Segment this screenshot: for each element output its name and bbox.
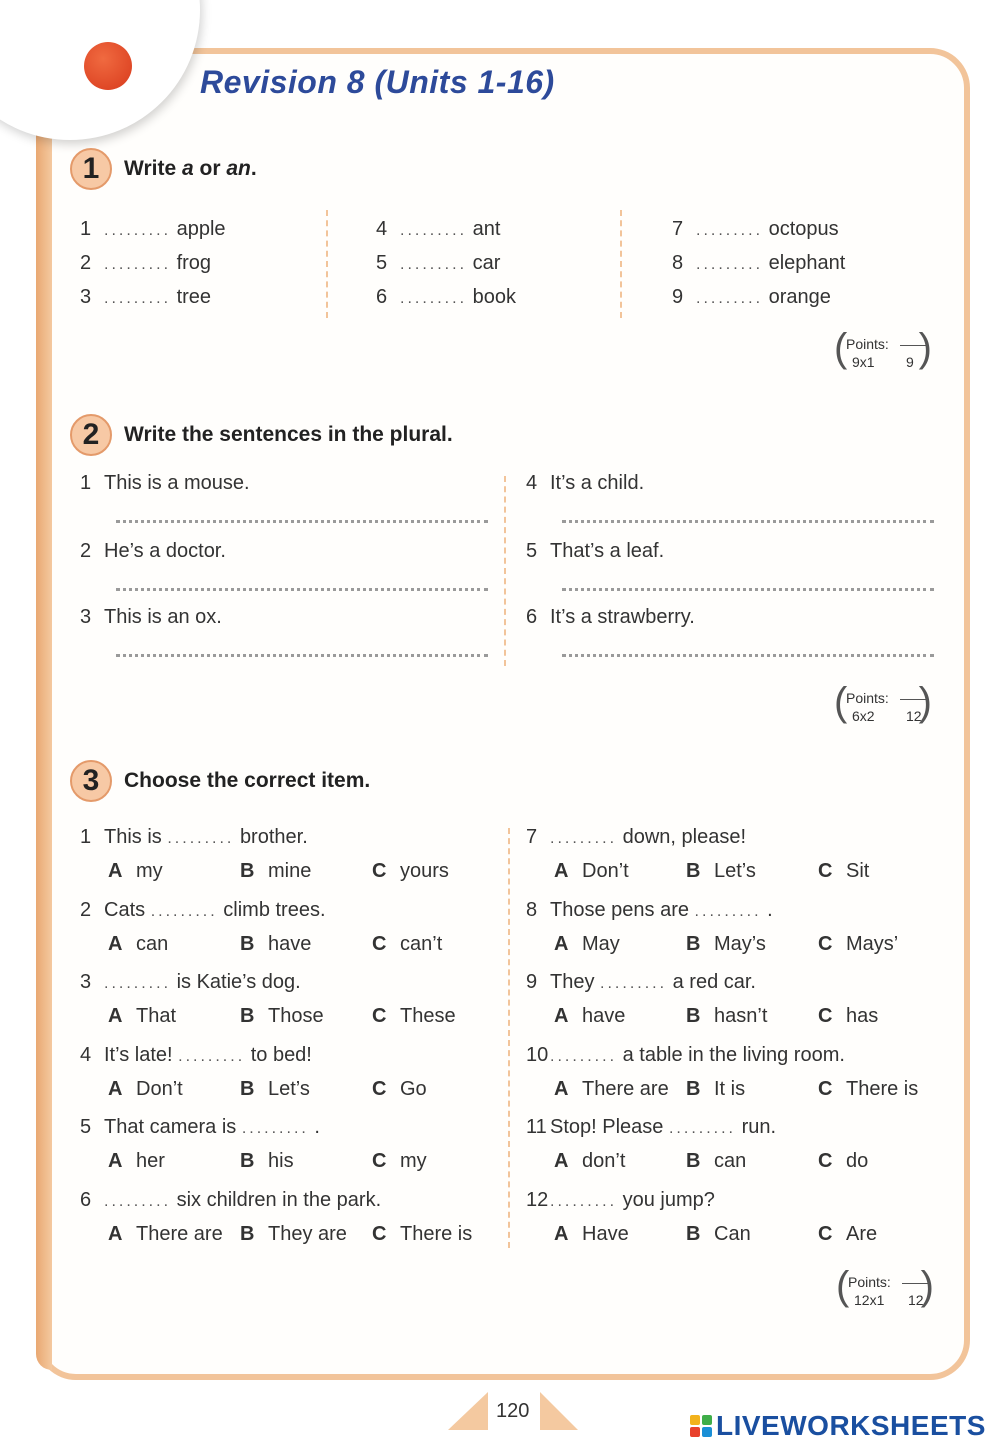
answer-option[interactable]	[108, 1223, 223, 1246]
question-text-after: is Katie’s dog.	[176, 971, 301, 993]
exercise-2-title: Write the sentences in the plural.	[124, 423, 453, 446]
option-letter: A	[108, 860, 123, 882]
answer-option[interactable]	[108, 1078, 183, 1101]
answer-option[interactable]	[372, 1005, 456, 1028]
item-number: 2	[80, 252, 92, 274]
option-letter: B	[240, 860, 255, 882]
answer-blank[interactable]: .........	[104, 222, 172, 239]
answer-option[interactable]	[686, 933, 766, 956]
exercise-1-number: 1	[70, 148, 112, 190]
option-text: Mays’	[846, 932, 899, 955]
answer-blank[interactable]: .........	[400, 222, 468, 239]
item-number: 2	[80, 898, 92, 921]
option-letter: A	[108, 1222, 123, 1245]
option-text: can	[136, 932, 169, 955]
question-text-before: It’s late!	[104, 1043, 173, 1066]
question-text-after: you jump?	[622, 1188, 715, 1211]
exercise-2-points: ( Points: 6x2 12 )	[834, 680, 932, 724]
item-number: 4	[526, 472, 538, 494]
question-text-before: This is	[104, 826, 162, 848]
option-letter: C	[372, 932, 387, 955]
exercise-3-title: Choose the correct item.	[124, 769, 371, 792]
answer-blank[interactable]: .........	[696, 256, 764, 273]
exercise-3-question	[80, 1116, 320, 1139]
option-letter: B	[686, 932, 701, 955]
answer-blank[interactable]: .........	[600, 975, 668, 992]
exercise-2-number: 2	[70, 414, 112, 456]
item-number: 7	[526, 826, 538, 848]
answer-option[interactable]	[818, 933, 898, 956]
option-letter: B	[240, 932, 255, 955]
option-letter: C	[372, 1222, 387, 1245]
answer-line[interactable]	[116, 520, 488, 523]
item-word: ant	[472, 218, 501, 240]
answer-blank[interactable]: .........	[104, 290, 172, 307]
item-number: 2	[80, 540, 92, 562]
option-letter: A	[554, 1150, 569, 1172]
option-letter: C	[372, 1005, 387, 1027]
option-text: hasn’t	[714, 1005, 768, 1027]
answer-option[interactable]	[554, 1223, 629, 1246]
answer-option[interactable]	[372, 1150, 427, 1173]
exercise-2-header	[70, 414, 453, 456]
option-letter: B	[686, 860, 701, 882]
option-letter: C	[372, 1077, 387, 1100]
exercise-3-question	[526, 1189, 715, 1212]
answer-option[interactable]	[240, 1005, 324, 1028]
option-letter: B	[686, 1005, 701, 1027]
answer-option[interactable]	[240, 933, 311, 956]
option-letter: B	[686, 1150, 701, 1172]
option-text: her	[136, 1150, 165, 1172]
answer-option[interactable]	[686, 1078, 745, 1101]
option-letter: C	[372, 1150, 387, 1172]
answer-blank[interactable]: .........	[104, 975, 172, 992]
option-text: Those	[268, 1005, 324, 1027]
option-letter: A	[108, 1077, 123, 1100]
option-text: There is	[400, 1222, 473, 1245]
answer-option[interactable]	[818, 1150, 868, 1173]
exercise-2-item	[526, 540, 664, 563]
item-sentence: It’s a child.	[550, 472, 645, 494]
question-text-before: Cats	[104, 898, 146, 921]
answer-blank[interactable]: .........	[550, 1047, 618, 1065]
option-letter: C	[372, 860, 387, 882]
exercise-1-item	[376, 218, 500, 241]
option-letter: C	[818, 932, 833, 955]
exercise-1-points: ( Points: 9x1 9 )	[834, 326, 932, 370]
option-letter: B	[240, 1077, 255, 1100]
answer-blank[interactable]: .........	[167, 830, 235, 847]
answer-option[interactable]	[818, 860, 869, 883]
option-text: Can	[714, 1222, 751, 1245]
answer-blank[interactable]: .........	[696, 222, 764, 239]
question-text-after: down, please!	[622, 826, 746, 848]
answer-option[interactable]	[372, 933, 442, 956]
answer-option[interactable]	[372, 1078, 427, 1101]
item-word: elephant	[768, 252, 846, 274]
answer-option[interactable]	[372, 1223, 472, 1246]
exercise-1-item	[672, 286, 831, 309]
item-word: apple	[176, 218, 226, 240]
column-divider	[620, 210, 622, 318]
answer-line[interactable]	[116, 588, 488, 591]
item-number: 3	[80, 971, 92, 993]
item-number: 1	[80, 826, 92, 848]
question-text-before: That camera is	[104, 1116, 237, 1138]
option-letter: C	[818, 1150, 833, 1172]
exercise-3-question	[80, 826, 308, 849]
answer-line[interactable]	[562, 520, 934, 523]
column-divider	[504, 476, 506, 666]
item-number: 3	[80, 286, 92, 308]
option-text: These	[400, 1005, 456, 1027]
exercise-3-question	[80, 899, 326, 922]
option-text: his	[268, 1150, 294, 1172]
answer-option[interactable]	[818, 1005, 878, 1028]
answer-option[interactable]	[554, 1078, 669, 1101]
exercise-1-item	[376, 252, 500, 275]
exercise-3-question	[526, 899, 773, 922]
answer-option[interactable]	[240, 1150, 294, 1173]
item-number: 1	[80, 472, 92, 494]
item-number: 9	[672, 286, 684, 308]
column-divider	[326, 210, 328, 318]
option-text: Don’t	[582, 860, 629, 882]
item-sentence: He’s a doctor.	[104, 540, 226, 562]
answer-blank[interactable]: .........	[668, 1120, 736, 1137]
option-letter: A	[554, 932, 569, 955]
question-text-after: six children in the park.	[176, 1188, 382, 1211]
answer-blank[interactable]: .........	[241, 1120, 309, 1137]
option-text: has	[846, 1005, 879, 1027]
exercise-2-item	[80, 540, 226, 563]
option-text: don’t	[582, 1150, 626, 1172]
exercise-3-question	[526, 1116, 776, 1139]
answer-option[interactable]	[108, 860, 163, 883]
exercise-3-question	[526, 826, 746, 849]
item-word: orange	[768, 286, 831, 308]
exercise-1-item	[672, 252, 845, 275]
exercise-3-question	[80, 971, 301, 994]
answer-blank[interactable]: .........	[400, 290, 468, 307]
answer-option[interactable]	[818, 1078, 918, 1101]
option-text: May	[582, 932, 620, 955]
exercise-1-item	[80, 252, 211, 275]
question-text-before: They	[550, 971, 595, 993]
option-text: They are	[268, 1222, 347, 1245]
option-text: do	[846, 1150, 869, 1172]
exercise-3-question	[80, 1189, 381, 1212]
question-text-after: brother.	[239, 826, 308, 848]
answer-option[interactable]	[372, 860, 449, 883]
answer-blank[interactable]: .........	[550, 1192, 618, 1210]
exercise-3-question	[526, 971, 756, 994]
option-text: Don’t	[136, 1077, 183, 1100]
question-text-after: climb trees.	[223, 898, 326, 921]
question-text-after: .	[314, 1116, 320, 1138]
page-title: Revision 8 (Units 1-16)	[200, 64, 555, 100]
exercise-1-item	[80, 218, 226, 241]
option-letter: A	[554, 1222, 569, 1245]
option-text: Let’s	[268, 1077, 310, 1100]
answer-blank[interactable]: .........	[694, 902, 762, 920]
question-text-after: run.	[741, 1116, 777, 1138]
exercise-1-item	[80, 286, 211, 309]
option-letter: B	[240, 1005, 255, 1027]
item-number: 6	[526, 606, 538, 628]
answer-option[interactable]	[240, 1078, 310, 1101]
item-number: 4	[80, 1043, 92, 1066]
answer-option[interactable]	[686, 1150, 746, 1173]
answer-option[interactable]	[686, 1223, 751, 1246]
exercise-3-points: ( Points: 12x1 12 )	[836, 1264, 934, 1308]
option-letter: A	[554, 860, 569, 882]
exercise-1-item	[672, 218, 839, 241]
answer-option[interactable]	[240, 860, 311, 883]
exercise-2-item	[80, 472, 250, 495]
answer-option[interactable]	[554, 933, 620, 956]
exercise-3-question	[80, 1044, 312, 1067]
left-stripe	[36, 120, 52, 1370]
item-number: 11	[526, 1116, 547, 1138]
item-number: 10	[526, 1043, 549, 1066]
answer-option[interactable]	[240, 1223, 347, 1246]
answer-option[interactable]	[686, 1005, 767, 1028]
option-text: yours	[400, 860, 449, 882]
exercise-3-number: 3	[70, 760, 112, 802]
item-number: 6	[376, 286, 388, 308]
answer-blank[interactable]: .........	[150, 902, 218, 920]
item-number: 5	[80, 1116, 92, 1138]
item-sentence: This is a mouse.	[104, 472, 250, 494]
option-text: Have	[582, 1222, 629, 1245]
item-sentence: It’s a strawberry.	[550, 606, 695, 628]
option-text: That	[136, 1005, 177, 1027]
option-text: can’t	[400, 932, 443, 955]
option-text: Go	[400, 1077, 427, 1100]
option-letter: A	[554, 1005, 569, 1027]
item-number: 5	[376, 252, 388, 274]
option-letter: A	[554, 1077, 569, 1100]
option-text: Let’s	[714, 860, 756, 882]
option-text: There are	[582, 1077, 669, 1100]
exercise-2-item	[526, 606, 695, 629]
question-text-before: Stop! Please	[550, 1116, 664, 1138]
page-number: 120	[496, 1400, 530, 1422]
item-word: car	[472, 252, 501, 274]
option-letter: B	[686, 1077, 701, 1100]
question-text-after: .	[767, 898, 773, 921]
column-divider	[508, 828, 510, 1248]
item-number: 9	[526, 971, 538, 993]
option-text: my	[400, 1150, 427, 1172]
answer-blank[interactable]: .........	[400, 256, 468, 273]
option-letter: B	[240, 1150, 255, 1172]
option-letter: C	[818, 1077, 833, 1100]
option-text: have	[268, 932, 312, 955]
option-text: There is	[846, 1077, 919, 1100]
question-text-after: a red car.	[672, 971, 756, 993]
option-text: mine	[268, 860, 312, 882]
option-letter: A	[108, 932, 123, 955]
item-sentence: That’s a leaf.	[550, 540, 665, 562]
answer-option[interactable]	[554, 1150, 625, 1173]
answer-option[interactable]	[554, 1005, 625, 1028]
exercise-1-title: Write a or an.	[124, 157, 257, 180]
option-letter: A	[108, 1005, 123, 1027]
option-text: can	[714, 1150, 747, 1172]
item-number: 3	[80, 606, 92, 628]
question-text-after: to bed!	[250, 1043, 312, 1066]
option-letter: C	[818, 1005, 833, 1027]
question-text-before: Those pens are	[550, 898, 689, 921]
answer-option[interactable]	[818, 1223, 877, 1246]
option-text: It is	[714, 1077, 746, 1100]
exercise-3-question	[526, 1044, 845, 1067]
item-word: book	[472, 286, 516, 308]
item-sentence: This is an ox.	[104, 606, 222, 628]
answer-option[interactable]	[686, 860, 756, 883]
option-letter: B	[686, 1222, 701, 1245]
answer-option[interactable]	[554, 860, 629, 883]
answer-option[interactable]	[108, 1150, 165, 1173]
item-number: 8	[526, 898, 538, 921]
answer-option[interactable]	[108, 1005, 176, 1028]
option-letter: C	[818, 1222, 833, 1245]
exercise-3-header	[70, 760, 370, 802]
option-text: my	[136, 860, 163, 882]
option-letter: C	[818, 860, 833, 882]
item-number: 12	[526, 1188, 549, 1211]
exercise-2-item	[80, 606, 222, 629]
page-tab-left	[448, 1392, 488, 1430]
page-frame	[36, 48, 970, 1380]
option-text: Sit	[846, 860, 870, 882]
liveworksheets-logo: LIVEWORKSHEETS	[690, 1410, 986, 1442]
exercise-1-header	[70, 148, 257, 190]
red-dot-icon	[84, 42, 132, 90]
item-word: octopus	[768, 218, 839, 240]
answer-line[interactable]	[562, 588, 934, 591]
option-letter: B	[240, 1222, 255, 1245]
item-number: 5	[526, 540, 538, 562]
option-text: There are	[136, 1222, 223, 1245]
answer-line[interactable]	[116, 654, 488, 657]
item-word: frog	[176, 252, 212, 274]
option-text: have	[582, 1005, 626, 1027]
answer-line[interactable]	[562, 654, 934, 657]
item-number: 1	[80, 218, 92, 240]
answer-blank[interactable]: .........	[104, 256, 172, 273]
answer-blank[interactable]: .........	[104, 1192, 172, 1210]
answer-blank[interactable]: .........	[550, 830, 618, 847]
item-word: tree	[176, 286, 212, 308]
item-number: 8	[672, 252, 684, 274]
item-number: 4	[376, 218, 388, 240]
exercise-2-item	[526, 472, 644, 495]
liveworksheets-icon	[690, 1415, 712, 1437]
exercise-1-item	[376, 286, 516, 309]
option-letter: A	[108, 1150, 123, 1172]
option-text: Are	[846, 1222, 878, 1245]
answer-option[interactable]	[108, 933, 168, 956]
question-text-after: a table in the living room.	[622, 1043, 845, 1066]
answer-blank[interactable]: .........	[696, 290, 764, 307]
item-number: 6	[80, 1188, 92, 1211]
answer-blank[interactable]: .........	[178, 1047, 246, 1065]
page-tab-right	[540, 1392, 578, 1430]
item-number: 7	[672, 218, 684, 240]
option-text: May’s	[714, 932, 766, 955]
